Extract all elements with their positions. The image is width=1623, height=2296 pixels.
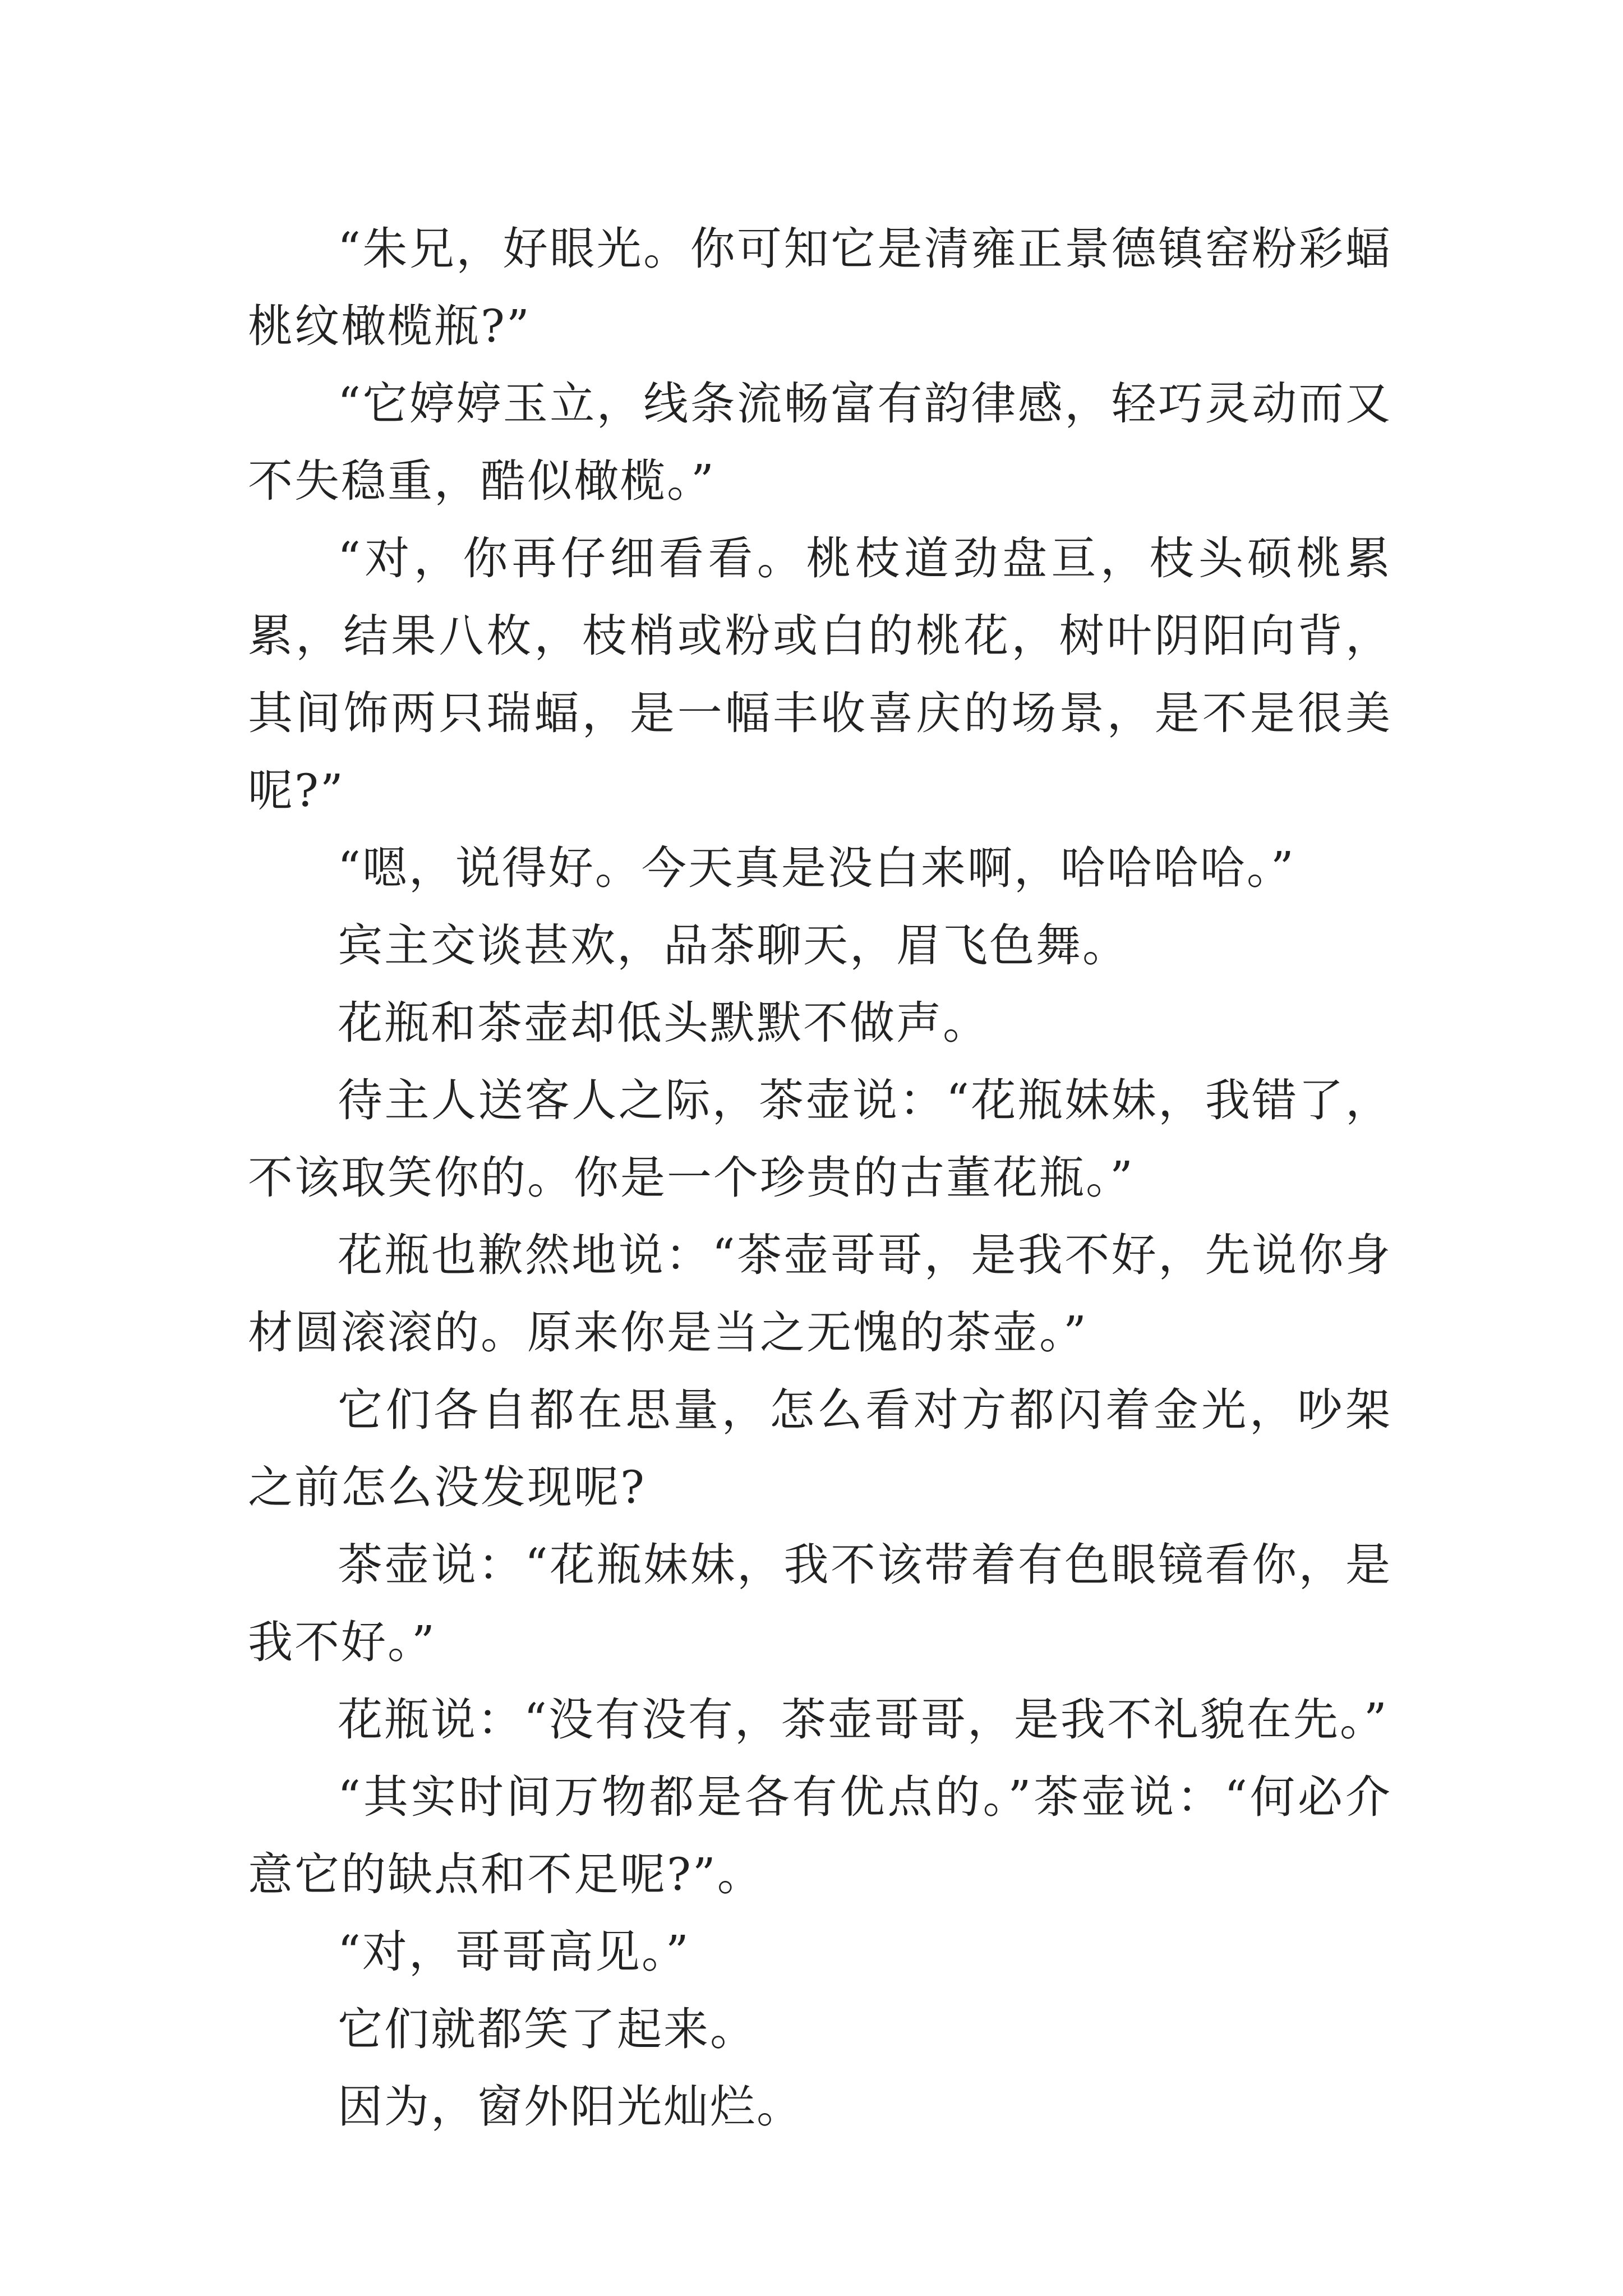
- paragraph-2: “它婷婷玉立，线条流畅富有韵律感，轻巧灵动而又不失稳重，酷似橄榄。”: [248, 378, 1392, 507]
- paragraph-8: 花瓶也歉然地说：“茶壶哥哥，是我不好，先说你身材圆滚滚的。原来你是当之无愧的茶壶。”: [248, 1229, 1392, 1359]
- paragraph-7: 待主人送客人之际，茶壶说：“花瓶妹妹，我错了，不该取笑你的。你是一个珍贵的古董花瓶。”: [248, 1074, 1392, 1204]
- paragraph-15: 因为，窗外阳光灿烂。: [338, 2081, 803, 2133]
- paragraph-14: 它们就都笑了起来。: [338, 2003, 757, 2055]
- paragraph-12: “其实时间万物都是各有优点的。”茶壶说：“何必介意它的缺点和不足呢?”。: [248, 1771, 1392, 1901]
- document-body: [248, 210, 1392, 2146]
- paragraph-5: 宾主交谈甚欢，品茶聊天，眉飞色舞。: [338, 919, 1129, 972]
- paragraph-4: “嗯，说得好。今天真是没白来啊，哈哈哈哈。”: [338, 842, 1295, 894]
- paragraph-10: 茶壶说：“花瓶妹妹，我不该带着有色眼镜看你，是我不好。”: [248, 1539, 1392, 1668]
- paragraph-3: “对，你再仔细看看。桃枝道劲盘亘，枝头硕桃累累，结果八枚，枝梢或粉或白的桃花，树叶阴阳向背，其间饰两只瑞蝠，是一幅丰收喜庆的场景，是不是很美呢?”: [248, 532, 1392, 817]
- paragraph-9: 它们各自都在思量，怎么看对方都闪着金光，吵架之前怎么没发现呢?: [248, 1384, 1392, 1513]
- paragraph-11: 花瓶说：“没有没有，茶壶哥哥，是我不礼貌在先。”: [338, 1694, 1389, 1746]
- paragraph-6: 花瓶和茶壶却低头默默不做声。: [338, 997, 989, 1049]
- paragraph-1: “朱兄，好眼光。你可知它是清雍正景德镇窑粉彩蝠桃纹橄榄瓶?”: [248, 223, 1392, 352]
- paragraph-13: “对，哥哥高见。”: [338, 1926, 690, 1978]
